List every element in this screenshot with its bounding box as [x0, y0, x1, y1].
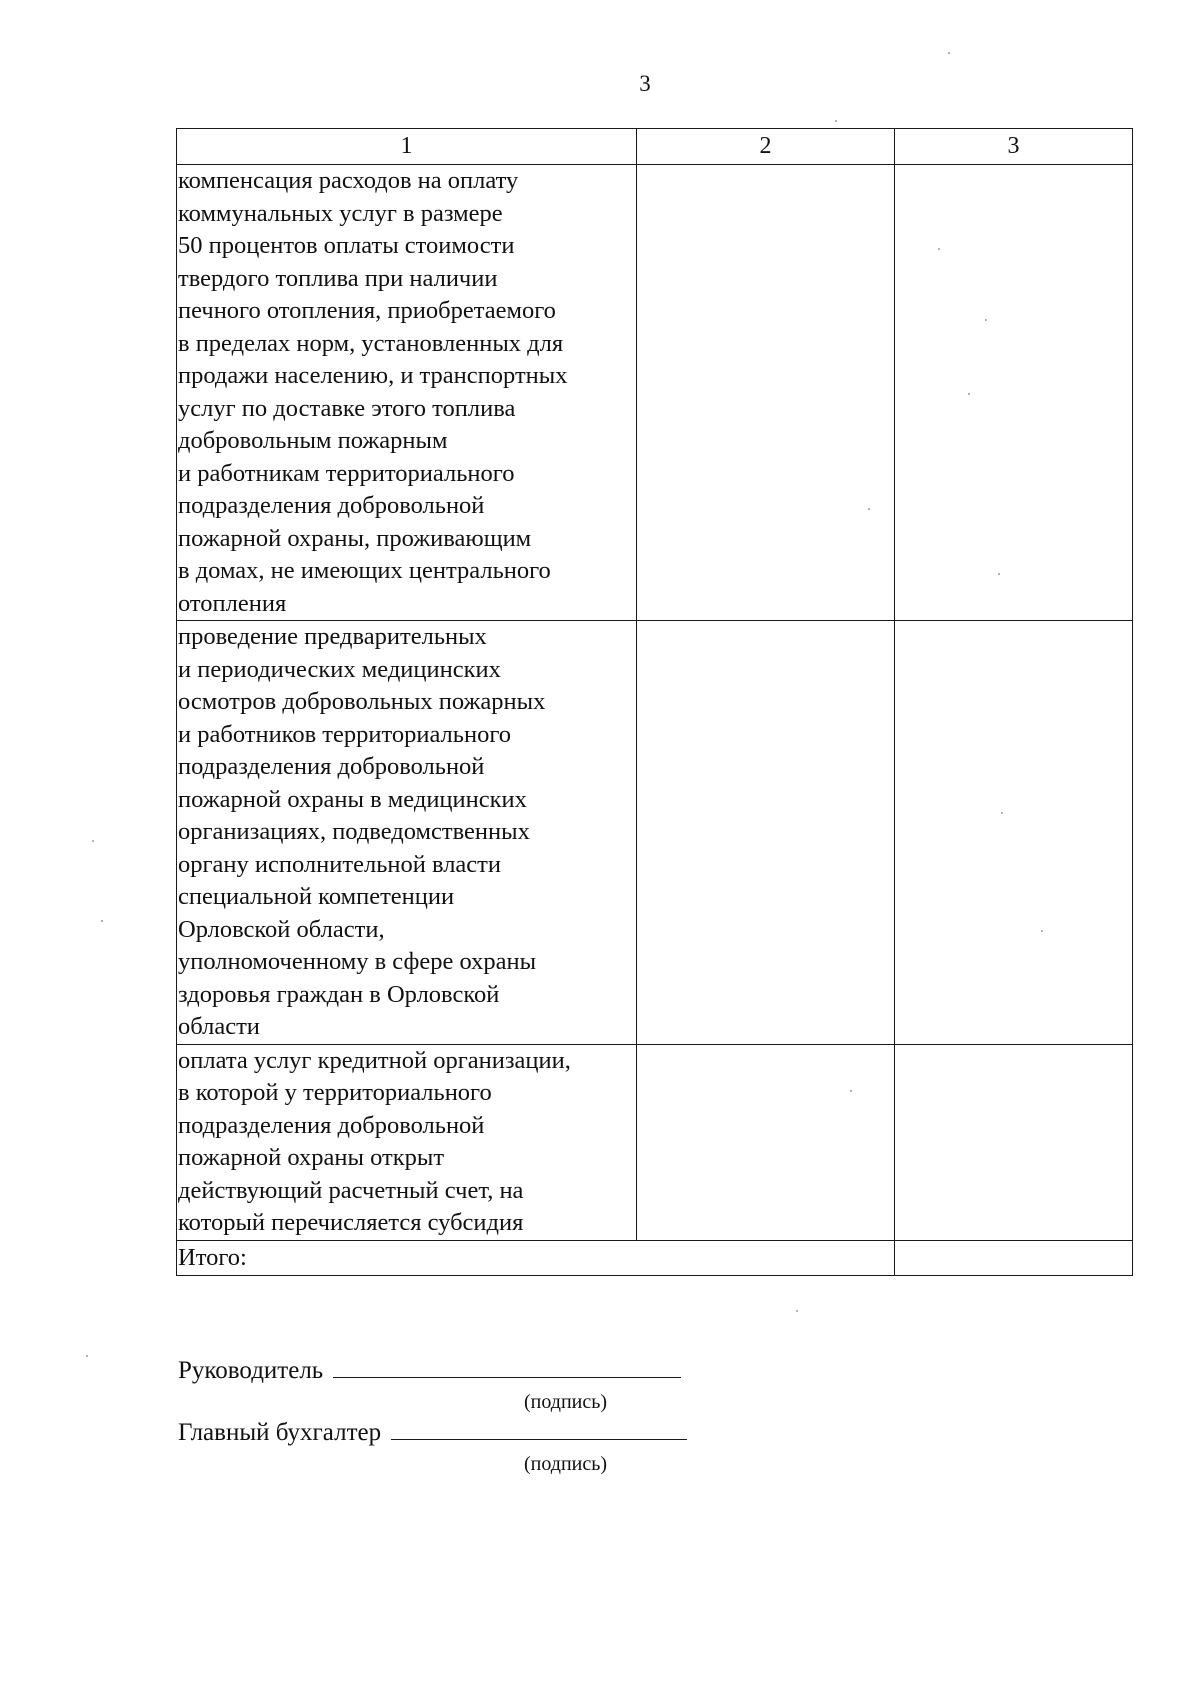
- scan-speck: [938, 248, 940, 250]
- row-description-utility-compensation: компенсация расходов на оплату коммунальных услуг в размере 50 процентов оплаты стоимости твердого топлива при наличии печного отопления, приобретаемого в пределах норм, установленных для продажи населению, и транспортных услуг по доставке этого топлива добровольным пожарным и работникам территориального подразделения добровольной пожарной охраны, проживающим в домах, не имеющих центрального отопления: [177, 165, 637, 621]
- scan-speck: [998, 573, 1000, 575]
- total-value: [895, 1240, 1133, 1275]
- accountant-signature-caption: (подпись): [524, 1453, 608, 1475]
- table-row: [177, 1044, 1133, 1240]
- row-cell-col2: [637, 165, 895, 621]
- table-row: [177, 621, 1133, 1045]
- row-cell-col3: [895, 165, 1133, 621]
- scan-speck: [850, 1090, 852, 1092]
- scan-speck: [985, 319, 987, 321]
- table-header-row: [177, 129, 1133, 165]
- row-cell-col3: [895, 1044, 1133, 1240]
- accountant-signature-label: Главный бухгалтер: [178, 1419, 382, 1446]
- scan-speck: [1001, 812, 1003, 814]
- row-description-bank-services: оплата услуг кредитной организации, в которой у территориального подразделения добровольной пожарной охраны открыт действующий расчетный счет, на который перечисляется субсидия: [177, 1044, 637, 1240]
- scan-speck: [101, 920, 103, 922]
- scan-speck: [868, 508, 870, 510]
- scan-speck: [86, 1355, 88, 1357]
- accountant-signature-blank: [391, 1417, 687, 1440]
- row-cell-col3: [895, 621, 1133, 1045]
- accountant-signature-line: [178, 1417, 687, 1448]
- scan-speck: [968, 393, 970, 395]
- page-number: 3: [639, 71, 651, 96]
- table-row: [177, 165, 1133, 621]
- column-header-2: 2: [637, 129, 895, 165]
- head-signature-caption: (подпись): [524, 1391, 608, 1413]
- scan-speck: [948, 52, 950, 54]
- head-signature-line: [178, 1355, 681, 1386]
- total-label: Итого:: [177, 1240, 895, 1275]
- table-total-row: [177, 1240, 1133, 1275]
- scan-speck: [1041, 930, 1043, 932]
- scan-speck: [835, 120, 837, 122]
- head-signature-label: Руководитель: [178, 1357, 324, 1384]
- head-signature-blank: [333, 1355, 681, 1378]
- column-header-1: 1: [177, 129, 637, 165]
- row-description-medical-exams: проведение предварительных и периодических медицинских осмотров добровольных пожарных и работников территориального подразделения добровольной пожарной охраны в медицинских организациях, подведомственных органу исполнительной власти специальной компетенции Орловской области, уполномоченному в сфере охраны здоровья граждан в Орловской области: [177, 621, 637, 1045]
- scan-speck: [796, 1310, 798, 1312]
- scan-speck: [92, 840, 94, 842]
- row-cell-col2: [637, 621, 895, 1045]
- row-cell-col2: [637, 1044, 895, 1240]
- subsidy-expense-table: [176, 128, 1133, 1276]
- column-header-3: 3: [895, 129, 1133, 165]
